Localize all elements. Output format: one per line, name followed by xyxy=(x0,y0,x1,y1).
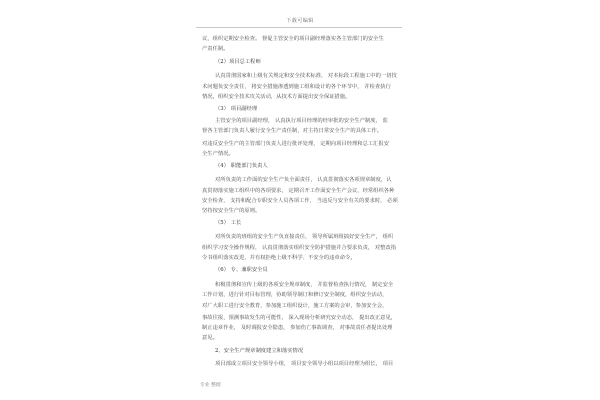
text-line: 对违反安全生产的主管部门负责人进行批评处理， 定期向项目经理和总工汇报安 xyxy=(202,141,390,147)
text-line: 项目部成立项目安全领导小组， 项目安全领导小组以项目经理为组长， 项目 xyxy=(215,361,394,367)
text-line: 主管安全的项目副经理， 认真执行项目经理的经审批的安全生产制度， 监 xyxy=(215,118,388,124)
text-line: 情况，组织安全技术攻关活动，从技术方面提出安全保证措施。 xyxy=(202,94,351,100)
text-line: 对所负责的班组的安全生产负直接责任， 领导所属班组搞好安全生产， 组织 xyxy=(215,234,394,240)
text-line: 对所负责的工作面的安全生产负全面责任， 认真贯彻落实各项规章制度，认 xyxy=(215,177,392,183)
text-line: 真贯彻落实施工组织中的各项要求， 定期召开工作面安全生产会议，经常组织各种 xyxy=(202,188,395,194)
text-line: 工作计划，进行针对目标管理，协助领导制订和修订安全制度，组织安全活动， xyxy=(202,292,388,298)
text-line: 督各主管部门负责人履行安全生产责任制，对主持日常安全生产的具体工作。 xyxy=(202,128,383,134)
text-line: 对广大职工进行安全教育，参加施工组织设计，施工方案的会审，参加安全会， xyxy=(202,303,388,309)
text-line: 安全检查， 支持和配合专职安全人员各项工作， 当违反与安全有关的要求时， 必须 xyxy=(202,198,398,204)
section-heading-safety-officer: （6） 专、兼职安全员 xyxy=(215,267,268,273)
text-line: 事故往报，预测事故发生的可能性， 深入现场分析研究安全动态， 提出改正意见， xyxy=(202,315,397,321)
section-heading-foreman: （5） 工长 xyxy=(215,220,242,226)
text-line: 术问题负安全责任， 将安全措施渗透到施工组和设计的各个环节中， 并检查执行 xyxy=(202,84,391,90)
text-line: 积极贯彻和宣传上级的各项安全规章制度， 并监督检查执行情况， 制定安全 xyxy=(215,282,394,288)
text-line: 意见。 xyxy=(202,335,218,341)
page-header: 下载可编辑 xyxy=(286,18,314,24)
text-line: 坚持按安全生产的原则。 xyxy=(202,208,261,214)
section-heading-department-heads: （4） 职能部门负责人 xyxy=(215,163,268,169)
section-heading-regulations: 2、安全生产规章制度建立和落实情况 xyxy=(215,348,304,354)
section-heading-chief-engineer: （2）项目总工程师 xyxy=(215,59,261,65)
section-heading-deputy-manager: （3） 项目副经理 xyxy=(215,106,258,112)
header-divider xyxy=(196,27,402,28)
text-line: 令书组织落实改进，并有权拒绝上级不科学、不安全的违章命令。 xyxy=(202,255,356,261)
text-line: 组织学习安全操作规程， 认真贯彻落实组织安全防护措施并合要求负责， 对整改指 xyxy=(202,245,397,251)
text-line: 认真贯彻国家和上级有关规定和安全技术标准， 对本标段工程施工中的一切技 xyxy=(215,73,397,79)
text-line: 制止违章作业， 及时调报安全隐患， 参加伤亡事故调查， 对事故责任者提出处理 xyxy=(202,325,393,331)
page-footer: 专业 整理 xyxy=(200,383,221,388)
text-line: 产责任制。 xyxy=(202,46,229,52)
text-line: 全生产情况。 xyxy=(202,151,234,157)
text-line: 议，组织定期安全检查。 督促主管安全的项目副经理落实各主管部门的安全生 xyxy=(202,36,384,42)
